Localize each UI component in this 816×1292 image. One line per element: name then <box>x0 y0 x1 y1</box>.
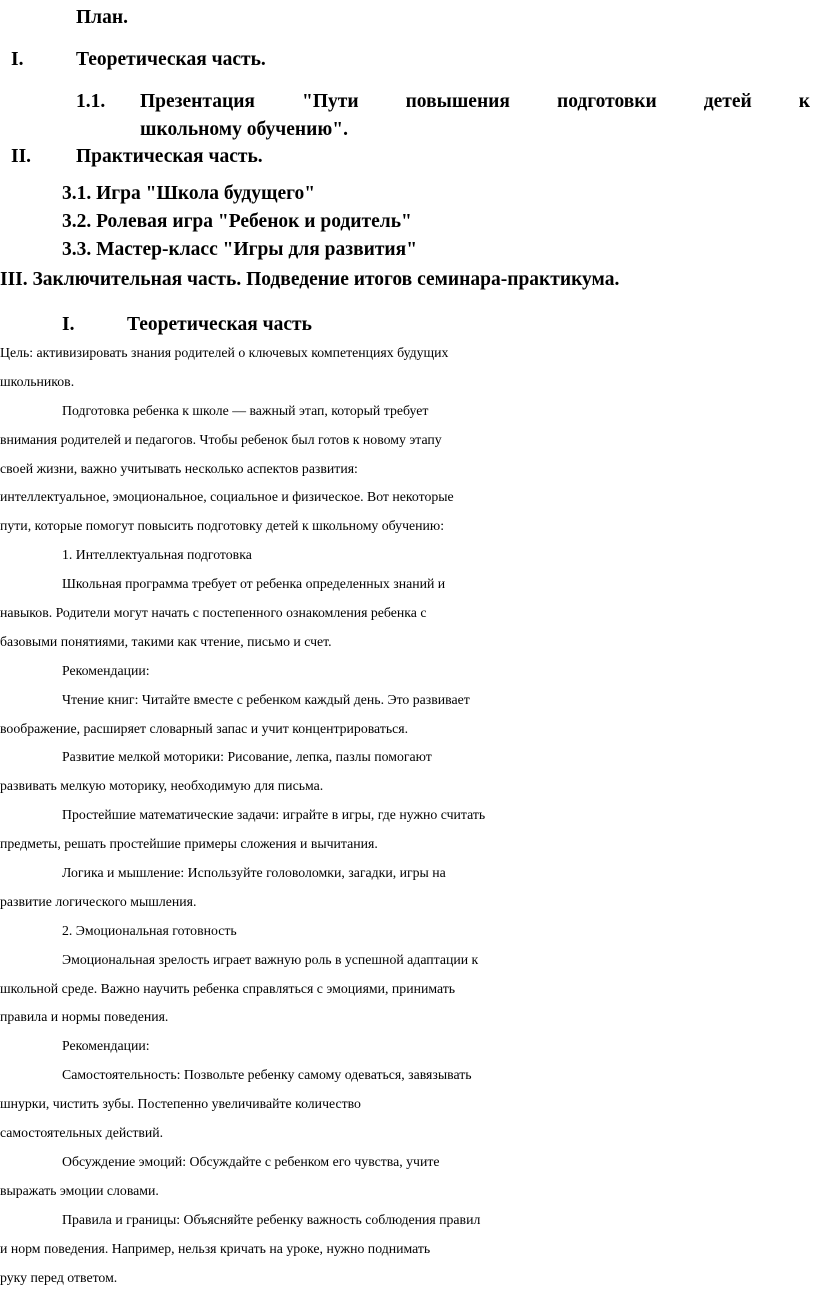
body-text-line: базовыми понятиями, такими как чтение, письмо и счет. <box>0 628 816 657</box>
subsection-1-1-line2: школьному обучению". <box>140 116 348 144</box>
body-text-line: навыков. Родители могут начать с постепенного ознакомления ребенка с <box>0 599 816 628</box>
theory-body <box>0 339 816 1292</box>
body-text-line: Эмоциональная зрелость играет важную роль в успешной адаптации к <box>0 946 816 975</box>
body-text-line: Самостоятельность: Позвольте ребенку самому одеваться, завязывать <box>0 1061 816 1090</box>
body-text-line: интеллектуальное, эмоциональное, социальное и физическое. Вот некоторые <box>0 483 816 512</box>
body-text-line: пути, которые помогут повысить подготовку детей к школьному обучению: <box>0 512 816 541</box>
body-text-line: развитие логического мышления. <box>0 888 816 917</box>
body-text-line: внимания родителей и педагогов. Чтобы ребенок был готов к новому этапу <box>0 426 816 455</box>
body-text-line: развивать мелкую моторику, необходимую для письма. <box>0 772 816 801</box>
body-text-line: самостоятельных действий. <box>0 1119 816 1148</box>
body-text-line: Цель: активизировать знания родителей о ключевых компетенциях будущих <box>0 339 816 368</box>
practice-item: 3.1. Игра "Школа будущего" <box>62 180 315 208</box>
theory-heading-number: I. <box>62 311 74 339</box>
section1-number: I. <box>11 46 23 74</box>
body-text-line: 1. Интеллектуальная подготовка <box>0 541 816 570</box>
body-text-line: школьников. <box>0 368 816 397</box>
theory-heading: Теоретическая часть <box>127 311 312 339</box>
body-text-line: руку перед ответом. <box>0 1264 816 1292</box>
subsection-1-1-line1: Презентация "Пути повышения подготовки детей к <box>140 88 810 116</box>
body-text-line: Рекомендации: <box>0 1032 816 1061</box>
body-text-line: своей жизни, важно учитывать несколько аспектов развития: <box>0 455 816 484</box>
practice-item: 3.2. Ролевая игра "Ребенок и родитель" <box>62 208 412 236</box>
section1-title: Теоретическая часть. <box>76 46 266 74</box>
practice-item: 3.3. Мастер-класс "Игры для развития" <box>62 236 417 264</box>
subsection-1-1-number: 1.1. <box>76 88 105 116</box>
body-text-line: Школьная программа требует от ребенка определенных знаний и <box>0 570 816 599</box>
body-text-line: Чтение книг: Читайте вместе с ребенком каждый день. Это развивает <box>0 686 816 715</box>
body-text-line: Обсуждение эмоций: Обсуждайте с ребенком его чувства, учите <box>0 1148 816 1177</box>
section3-title: III. Заключительная часть. Подведение итогов семинара-практикума. <box>0 266 619 294</box>
body-text-line: воображение, расширяет словарный запас и учит концентрироваться. <box>0 715 816 744</box>
body-text-line: Развитие мелкой моторики: Рисование, лепка, пазлы помогают <box>0 743 816 772</box>
body-text-line: предметы, решать простейшие примеры сложения и вычитания. <box>0 830 816 859</box>
body-text-line: Рекомендации: <box>0 657 816 686</box>
body-text-line: Правила и границы: Объясняйте ребенку важность соблюдения правил <box>0 1206 816 1235</box>
section2-title: Практическая часть. <box>76 143 263 171</box>
section2-number: II. <box>11 143 31 171</box>
plan-title: План. <box>76 4 128 32</box>
body-text-line: шнурки, чистить зубы. Постепенно увеличивайте количество <box>0 1090 816 1119</box>
body-text-line: Подготовка ребенка к школе — важный этап, который требует <box>0 397 816 426</box>
body-text-line: и норм поведения. Например, нельзя кричать на уроке, нужно поднимать <box>0 1235 816 1264</box>
body-text-line: Логика и мышление: Используйте головоломки, загадки, игры на <box>0 859 816 888</box>
body-text-line: 2. Эмоциональная готовность <box>0 917 816 946</box>
body-text-line: школьной среде. Важно научить ребенка справляться с эмоциями, принимать <box>0 975 816 1004</box>
body-text-line: выражать эмоции словами. <box>0 1177 816 1206</box>
body-text-line: правила и нормы поведения. <box>0 1003 816 1032</box>
body-text-line: Простейшие математические задачи: играйте в игры, где нужно считать <box>0 801 816 830</box>
